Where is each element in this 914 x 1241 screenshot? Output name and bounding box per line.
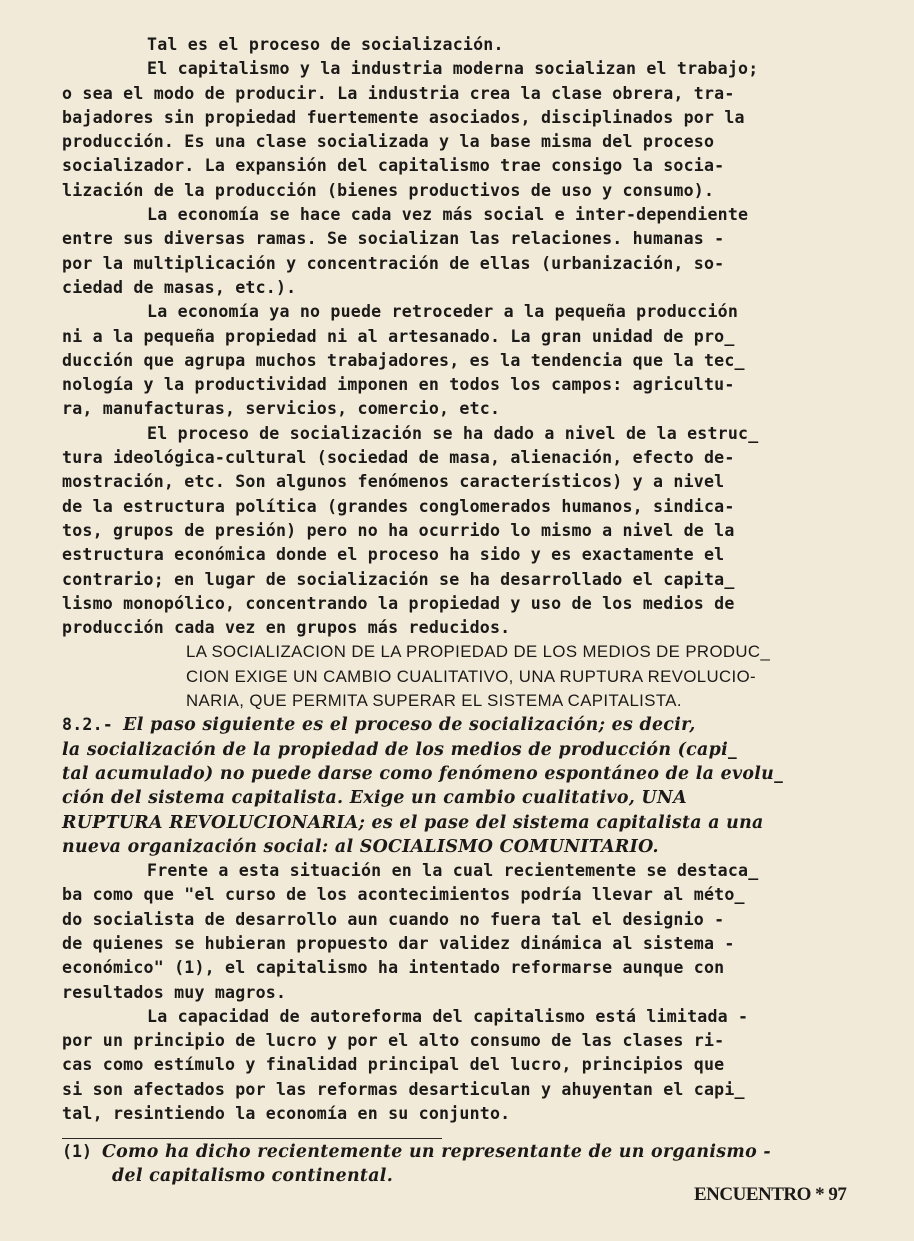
- text-line: estructura económica donde el proceso ha sido y es exactamente el: [62, 545, 725, 565]
- footnote-rule: [62, 1138, 442, 1139]
- page-folio: ENCUENTRO * 97: [694, 1184, 847, 1205]
- text-line: tura ideológica-cultural (sociedad de masa, alienación, efecto de-: [62, 448, 735, 468]
- text-line: NARIA, QUE PERMITA SUPERAR EL SISTEMA CAPITALISTA.: [186, 691, 682, 711]
- text-line: económico" (1), el capitalismo ha intentado reformarse aunque con: [62, 958, 725, 978]
- text-line: de la estructura política (grandes conglomerados humanos, sindica-: [62, 496, 735, 516]
- footnote-marker: (1): [62, 1142, 102, 1161]
- text-line: La economía se hace cada vez más social e inter-dependiente: [147, 205, 749, 225]
- text-line: cas como estímulo y finalidad principal del lucro, principios que: [62, 1055, 725, 1075]
- text-line: producción cada vez en grupos más reducidos.: [62, 618, 511, 638]
- text-line: LA SOCIALIZACION DE LA PROPIEDAD DE LOS MEDIOS DE PRODUC_: [186, 642, 771, 662]
- text-line: ción del sistema capitalista. Exige un cambio cualitativo, UNA: [62, 788, 687, 809]
- text-line: [62, 713, 858, 737]
- italic-text: El paso siguiente es el proceso de socialización; es decir,: [123, 715, 696, 736]
- text-line: ducción que agrupa muchos trabajadores, es la tendencia que la tec_: [62, 350, 745, 370]
- text-line: por la multiplicación y concentración de ellas (urbanización, so-: [62, 253, 725, 273]
- text-line: Frente a esta situación en la cual recientemente se destaca_: [147, 861, 759, 881]
- text-line: La economía ya no puede retroceder a la pequeña producción: [147, 302, 739, 322]
- text-line: ni a la pequeña propiedad ni al artesanado. La gran unidad de pro_: [62, 326, 735, 346]
- text-line: do socialista de desarrollo aun cuando no fuera tal el designio -: [62, 909, 725, 929]
- text-line: nología y la productividad imponen en todos los campos: agricultu-: [62, 375, 735, 395]
- footnote: [62, 1140, 862, 1189]
- footnote-text-line-1: Como ha dicho recientemente un representante de un organismo -: [101, 1142, 771, 1162]
- text-line: producción. Es una clase socializada y la base misma del proceso: [62, 132, 715, 152]
- text-line: La capacidad de autoreforma del capitalismo está limitada -: [147, 1006, 749, 1026]
- article-body: [62, 33, 858, 1126]
- text-line: entre sus diversas ramas. Se socializan las relaciones. humanas -: [62, 229, 725, 249]
- text-line: o sea el modo de producir. La industria crea la clase obrera, tra-: [62, 83, 735, 103]
- text-line: ra, manufacturas, servicios, comercio, etc.: [62, 399, 501, 419]
- text-line: ciedad de masas, etc.).: [62, 277, 297, 297]
- text-line: Tal es el proceso de socialización.: [147, 35, 504, 54]
- text-line: ba como que "el curso de los acontecimientos podría llevar al méto_: [62, 885, 745, 905]
- text-line: El proceso de socialización se ha dado a nivel de la estruc_: [147, 423, 759, 443]
- text-line: socializador. La expansión del capitalismo trae consigo la socia-: [62, 156, 725, 176]
- text-line: El capitalismo y la industria moderna socializan el trabajo;: [147, 59, 759, 79]
- text-line: CION EXIGE UN CAMBIO CUALITATIVO, UNA RUPTURA REVOLUCIO-: [186, 666, 757, 686]
- text-line: contrario; en lugar de socialización se ha desarrollado el capita_: [62, 569, 735, 589]
- text-line: mostración, etc. Son algunos fenómenos característicos) y a nivel: [62, 472, 725, 492]
- text-line: resultados muy magros.: [62, 982, 287, 1002]
- text-line: de quienes se hubieran propuesto dar validez dinámica al sistema -: [62, 933, 735, 953]
- footnote-text-line-2: del capitalismo continental.: [112, 1166, 394, 1187]
- text-line: por un principio de lucro y por el alto consumo de las clases ri-: [62, 1031, 725, 1051]
- text-line: tal acumulado) no puede darse como fenómeno espontáneo de la evolu_: [62, 763, 784, 784]
- text-line: la socialización de la propiedad de los medios de producción (capi_: [62, 739, 737, 760]
- text-line: tos, grupos de presión) pero no ha ocurrido lo mismo a nivel de la: [62, 520, 735, 540]
- text-line: tal, resintiendo la economía en su conjunto.: [62, 1104, 511, 1124]
- section-number: 8.2.-: [62, 715, 124, 735]
- text-line: nueva organización social: al SOCIALISMO COMUNITARIO.: [62, 836, 659, 857]
- text-line: bajadores sin propiedad fuertemente asociados, disciplinados por la: [62, 107, 745, 127]
- text-line: RUPTURA REVOLUCIONARIA; es el pase del sistema capitalista a una: [62, 812, 764, 833]
- text-line: si son afectados por las reformas desarticulan y ahuyentan el capi_: [62, 1079, 745, 1099]
- text-line: lismo monopólico, concentrando la propiedad y uso de los medios de: [62, 593, 735, 613]
- text-line: lización de la producción (bienes productivos de uso y consumo).: [62, 180, 715, 200]
